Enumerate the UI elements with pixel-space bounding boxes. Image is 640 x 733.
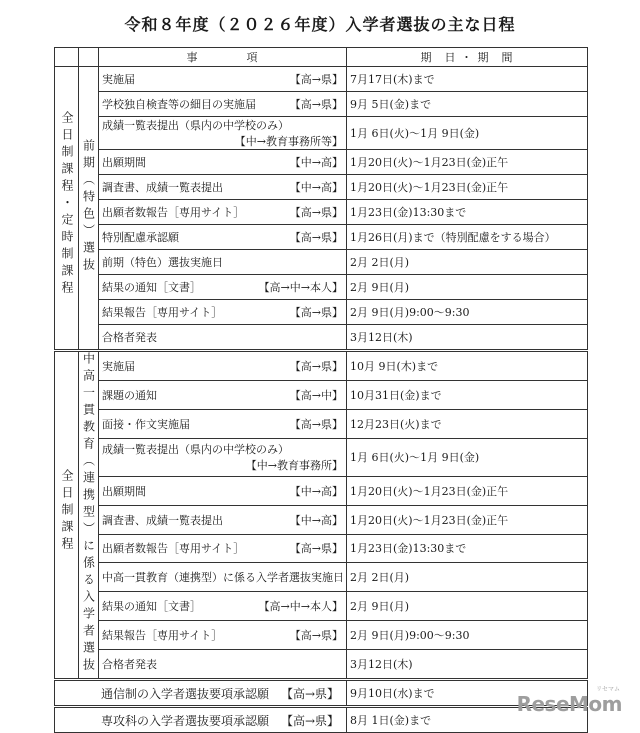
row-date: 2月 9日(月)9:00～9:30: [347, 621, 588, 650]
row-item: 成績一覧表提出（県内の中学校のみ） 【中→教育事務所】: [99, 438, 347, 476]
row-date: 3月12日(木): [347, 325, 588, 351]
resemom-logo: リセマム ReseMom: [516, 686, 622, 716]
table-row: [55, 592, 588, 621]
row-item: 結果報告［専用サイト］ 【高→県】: [99, 300, 347, 325]
row-item: 結果の通知［文書］ 【高→中→本人】: [99, 592, 347, 621]
table-row: [55, 200, 588, 225]
row-date: 1月23日(金)13:30まで: [347, 534, 588, 563]
table-row: [55, 505, 588, 534]
row-date: 1月20日(火)～1月23日(金)正午: [347, 150, 588, 175]
row-date: 1月 6日(火)～1月 9日(金): [347, 438, 588, 476]
table-row: [55, 175, 588, 200]
table-row: [55, 707, 588, 733]
table-row: [55, 225, 588, 250]
table-row: [55, 680, 588, 707]
table-row: [55, 67, 588, 92]
row-item: 学校独自検査等の細目の実施届 【高→県】: [99, 92, 347, 117]
header-item: 事 項: [99, 48, 347, 67]
row-date: 1月20日(火)～1月23日(金)正午: [347, 505, 588, 534]
row-item: 合格者発表: [99, 325, 347, 351]
row-item: 調査書、成績一覧表提出 【中→高】: [99, 175, 347, 200]
group-extra: [55, 680, 588, 733]
row-date: 7月17日(木)まで: [347, 67, 588, 92]
row-item: 面接・作文実施届 【高→県】: [99, 409, 347, 438]
schedule-table: [54, 47, 588, 733]
table-row: [55, 649, 588, 679]
row-item: 出願期間 【中→高】: [99, 150, 347, 175]
row-item: 調査書、成績一覧表提出 【中→高】: [99, 505, 347, 534]
row-date: 2月 2日(月): [347, 250, 588, 275]
row-date: 1月26日(月)まで（特別配慮をする場合）: [347, 225, 588, 250]
row-date: 2月 9日(月): [347, 592, 588, 621]
table-row: [55, 351, 588, 381]
group-fulltime-integrated: [55, 351, 588, 680]
table-row: [55, 117, 588, 150]
row-item: 結果報告［専用サイト］ 【高→県】: [99, 621, 347, 650]
table-row: [55, 409, 588, 438]
row-item: 専攻科の入学者選抜要項承認願 【高→県】: [55, 707, 347, 733]
header-date: 期 日 ・ 期 間: [347, 48, 588, 67]
table-header: [55, 48, 588, 67]
row-date: 10月31日(金)まで: [347, 381, 588, 410]
group-label: 全日制課程・定時制課程: [55, 67, 79, 351]
subgroup-label: 前期（特色）選抜: [79, 67, 99, 351]
row-date: 1月23日(金)13:30まで: [347, 200, 588, 225]
table-row: [55, 150, 588, 175]
row-date: 10月 9日(木)まで: [347, 351, 588, 381]
page-title: 令和８年度（２０２６年度）入学者選抜の主な日程: [124, 15, 516, 34]
row-date: 9月 5日(金)まで: [347, 92, 588, 117]
row-date: 8月 1日(金)まで: [347, 707, 588, 733]
row-item: 中高一貫教育（連携型）に係る入学者選抜実施日: [99, 563, 347, 592]
row-date: 2月 2日(月): [347, 563, 588, 592]
group-fulltime-parttime: [55, 67, 588, 351]
table-row: [55, 325, 588, 351]
row-date: 2月 9日(月): [347, 275, 588, 300]
row-item: 特別配慮承認願 【高→県】: [99, 225, 347, 250]
row-item: 課題の通知 【高→中】: [99, 381, 347, 410]
row-date: 1月20日(火)～1月23日(金)正午: [347, 175, 588, 200]
table-row: [55, 300, 588, 325]
table-row: [55, 621, 588, 650]
row-date: 12月23日(火)まで: [347, 409, 588, 438]
table-row: [55, 438, 588, 476]
table-row: [55, 563, 588, 592]
row-date: 1月 6日(火)～1月 9日(金): [347, 117, 588, 150]
row-item: 成績一覧表提出（県内の中学校のみ） 【中→教育事務所等】: [99, 117, 347, 150]
row-item: 結果の通知［文書］ 【高→中→本人】: [99, 275, 347, 300]
row-date: 1月20日(火)～1月23日(金)正午: [347, 476, 588, 505]
table-row: [55, 381, 588, 410]
row-date: 3月12日(木): [347, 649, 588, 679]
row-item: 通信制の入学者選抜要項承認願 【高→県】: [55, 680, 347, 707]
table-row: [55, 275, 588, 300]
table-row: [55, 476, 588, 505]
table-row: [55, 250, 588, 275]
table-row: [55, 534, 588, 563]
row-date: 2月 9日(月)9:00～9:30: [347, 300, 588, 325]
row-item: 出願者数報告［専用サイト］ 【高→県】: [99, 534, 347, 563]
row-date: 9月10日(水)まで: [347, 680, 588, 707]
row-item: 実施届 【高→県】: [99, 351, 347, 381]
table-row: [55, 92, 588, 117]
row-item: 前期（特色）選抜実施日: [99, 250, 347, 275]
group-label: 全日制課程: [55, 351, 79, 680]
row-item: 出願期間 【中→高】: [99, 476, 347, 505]
row-item: 実施届 【高→県】: [99, 67, 347, 92]
row-item: 出願者数報告［専用サイト］ 【高→県】: [99, 200, 347, 225]
subgroup-label: 中高一貫教育（連携型）に係る入学者選抜: [79, 351, 99, 680]
row-item: 合格者発表: [99, 649, 347, 679]
